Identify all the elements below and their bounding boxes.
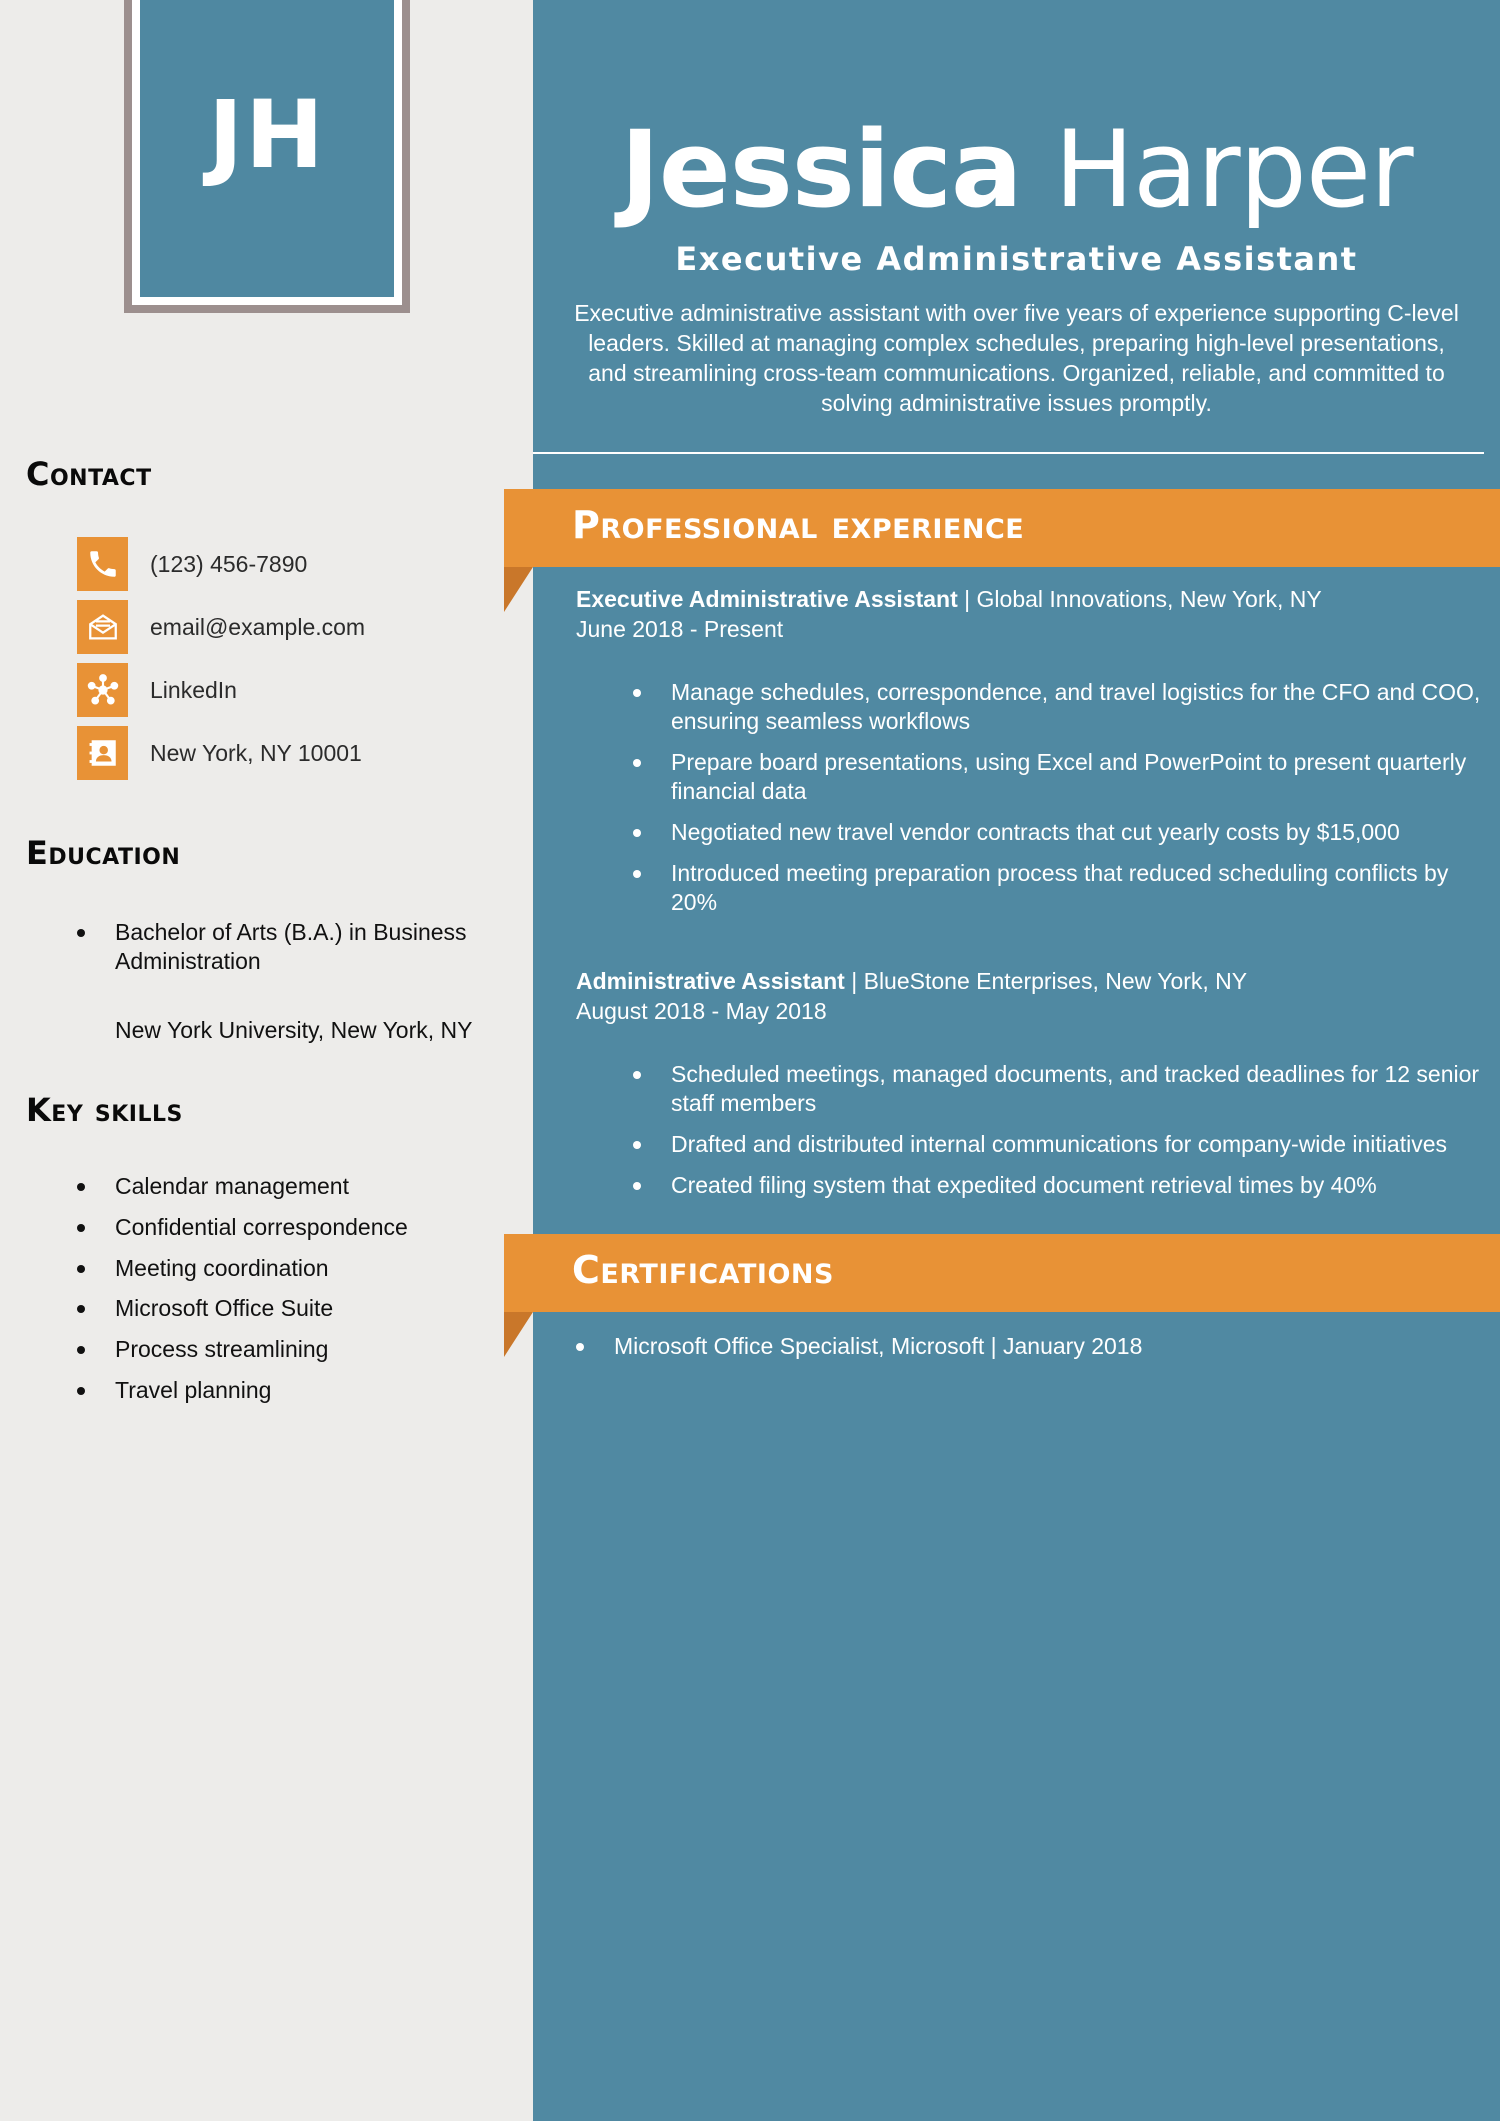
headline-title: Executive Administrative Assistant xyxy=(675,240,1358,278)
contact-list xyxy=(77,537,365,789)
address-card-icon xyxy=(77,726,128,780)
envelope-icon xyxy=(77,600,128,654)
education-degree: Bachelor of Arts (B.A.) in Business Administration xyxy=(77,918,497,976)
skill-item: Meeting coordination xyxy=(77,1254,408,1283)
monogram: JH xyxy=(208,81,326,190)
contact-email xyxy=(77,600,365,654)
job-title: Executive Administrative Assistant xyxy=(576,586,958,612)
experience-banner xyxy=(504,489,1500,567)
certifications-heading: Certifications xyxy=(572,1248,834,1292)
skills-list xyxy=(77,1172,408,1405)
contact-linkedin xyxy=(77,663,365,717)
job-dates: June 2018 - Present xyxy=(576,616,784,642)
skill-item: Confidential correspondence xyxy=(77,1213,408,1242)
network-icon xyxy=(77,663,128,717)
job-header xyxy=(576,966,1486,996)
contact-email-text[interactable]: email@example.com xyxy=(150,613,366,640)
skills-heading: Key skills xyxy=(26,1091,183,1129)
education-list xyxy=(77,918,497,1045)
job-header xyxy=(576,584,1486,614)
job-entry xyxy=(576,966,1486,1212)
sidebar xyxy=(0,0,533,2121)
contact-address-text: New York, NY 10001 xyxy=(150,739,362,766)
last-name: Harper xyxy=(1054,108,1413,231)
education-heading: Education xyxy=(26,834,181,872)
job-entry xyxy=(576,584,1486,929)
skill-item: Microsoft Office Suite xyxy=(77,1294,408,1323)
job-bullets xyxy=(633,678,1486,917)
education-school: New York University, New York, NY xyxy=(115,1017,473,1043)
divider xyxy=(533,452,1484,454)
skill-item: Calendar management xyxy=(77,1172,408,1201)
job-company: | Global Innovations, New York, NY xyxy=(957,586,1322,612)
job-bullet: Created filing system that expedited document retrieval times by 40% xyxy=(633,1171,1486,1200)
skill-item: Travel planning xyxy=(77,1376,408,1405)
banner-fold xyxy=(504,1312,533,1357)
contact-phone-text[interactable]: (123) 456-7890 xyxy=(150,550,308,577)
contact-phone xyxy=(77,537,365,591)
monogram-frame xyxy=(124,0,410,313)
candidate-name xyxy=(533,108,1500,231)
certifications-list xyxy=(576,1332,1486,1373)
job-dates: August 2018 - May 2018 xyxy=(576,998,827,1024)
contact-address xyxy=(77,726,365,780)
job-bullets xyxy=(633,1060,1486,1200)
certification-item: Microsoft Office Specialist, Microsoft | January 2018 xyxy=(576,1332,1486,1361)
job-bullet: Scheduled meetings, managed documents, and tracked deadlines for 12 senior staff members xyxy=(633,1060,1486,1118)
experience-heading: Professional experience xyxy=(572,503,1025,547)
job-company: | BlueStone Enterprises, New York, NY xyxy=(844,968,1248,994)
contact-heading: Contact xyxy=(26,455,152,493)
banner-fold xyxy=(504,567,533,612)
summary: Executive administrative assistant with over five years of experience supporting C-level leaders. Skilled at managing complex schedules, preparing high-level presentations, and streamlining cross-team communications. Organized, reliable, and committed to solving administrative issues promptly. xyxy=(574,300,1459,416)
job-bullet: Introduced meeting preparation process that reduced scheduling conflicts by 20% xyxy=(633,859,1486,917)
skill-item: Process streamlining xyxy=(77,1335,408,1364)
job-bullet: Manage schedules, correspondence, and travel logistics for the CFO and COO, ensuring seamless workflows xyxy=(633,678,1486,736)
phone-icon xyxy=(77,537,128,591)
first-name: Jessica xyxy=(620,108,1022,231)
monogram-box xyxy=(140,0,394,297)
job-bullet: Drafted and distributed internal communications for company-wide initiatives xyxy=(633,1130,1486,1159)
job-bullet: Negotiated new travel vendor contracts that cut yearly costs by $15,000 xyxy=(633,818,1486,847)
contact-linkedin-text[interactable]: LinkedIn xyxy=(150,676,237,703)
job-title: Administrative Assistant xyxy=(576,968,845,994)
certifications-banner xyxy=(504,1234,1500,1312)
job-bullet: Prepare board presentations, using Excel and PowerPoint to present quarterly financial data xyxy=(633,748,1486,806)
